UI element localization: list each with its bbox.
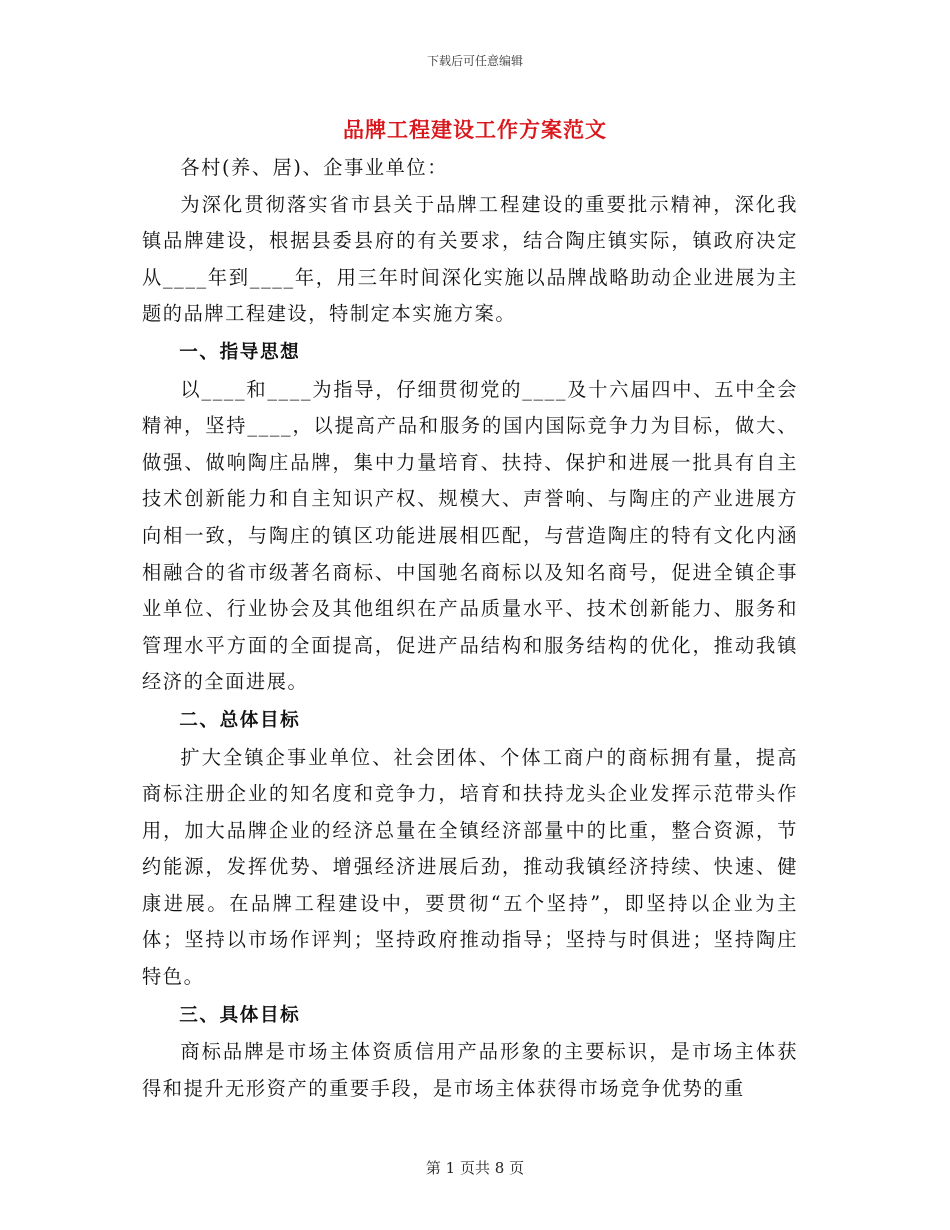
- section-body-overall-goals: 扩大全镇企事业单位、社会团体、个体工商户的商标拥有量，提高商标注册企业的知名度和竞争力，培育和扶持龙头企业发挥示范带头作用，加大品牌企业的经济总量在全镇经济部量中的比重，整合资源，节约能源，发挥优势、增强经济进展后劲，推动我镇经济持续、快速、健康进展。在品牌工程建设中，要贯彻“五个坚持”，即坚持以企业为主体；坚持以市场作评判；坚持政府推动指导；坚持与时俱进；坚持陶庄特色。: [142, 745, 798, 989]
- section-heading-guiding-ideology: 一、指导思想: [179, 341, 301, 363]
- section-body-specific-goals: 商标品牌是市场主体资质信用产品形象的主要标识，是市场主体获得和提升无形资产的重要手段，是市场主体获得市场竞争优势的重: [142, 1040, 798, 1100]
- page-number-indicator: 第 1 页共 8 页: [425, 1159, 525, 1177]
- page-header-note: 下载后可任意编辑: [426, 54, 523, 68]
- section-body-guiding-ideology: 以____和____为指导，仔细贯彻党的____及十六届四中、五中全会精神，坚持____，以提高产品和服务的国内国际竞争力为目标，做大、做强、做响陶庄品牌，集中力量培育、扶持、保护和进展一批具有自主技术创新能力和自主知识产权、规模大、声誉响、与陶庄的产业进展方向相一致，与陶庄的镇区功能进展相匹配，与营造陶庄的特有文化内涵相融合的省市级著名商标、中国驰名商标以及知名商号，促进全镇企事业单位、行业协会及其他组织在产品质量水平、技术创新能力、服务和管理水平方面的全面提高，促进产品结构和服务结构的优化，推动我镇经济的全面进展。: [142, 377, 798, 694]
- document-body: [142, 150, 798, 1107]
- document-title: 品牌工程建设工作方案范文: [343, 118, 607, 142]
- salutation: 各村(养、居)、企事业单位：: [180, 156, 449, 179]
- intro-paragraph: 为深化贯彻落实省市县关于品牌工程建设的重要批示精神，深化我镇品牌建设，根据县委县府的有关要求，结合陶庄镇实际，镇政府决定从____年到____年，用三年时间深化实施以品牌战略助动企业进展为主题的品牌工程建设，特制定本实施方案。: [142, 192, 798, 326]
- section-heading-specific-goals: 三、具体目标: [179, 1004, 301, 1026]
- section-heading-overall-goals: 二、总体目标: [179, 709, 301, 731]
